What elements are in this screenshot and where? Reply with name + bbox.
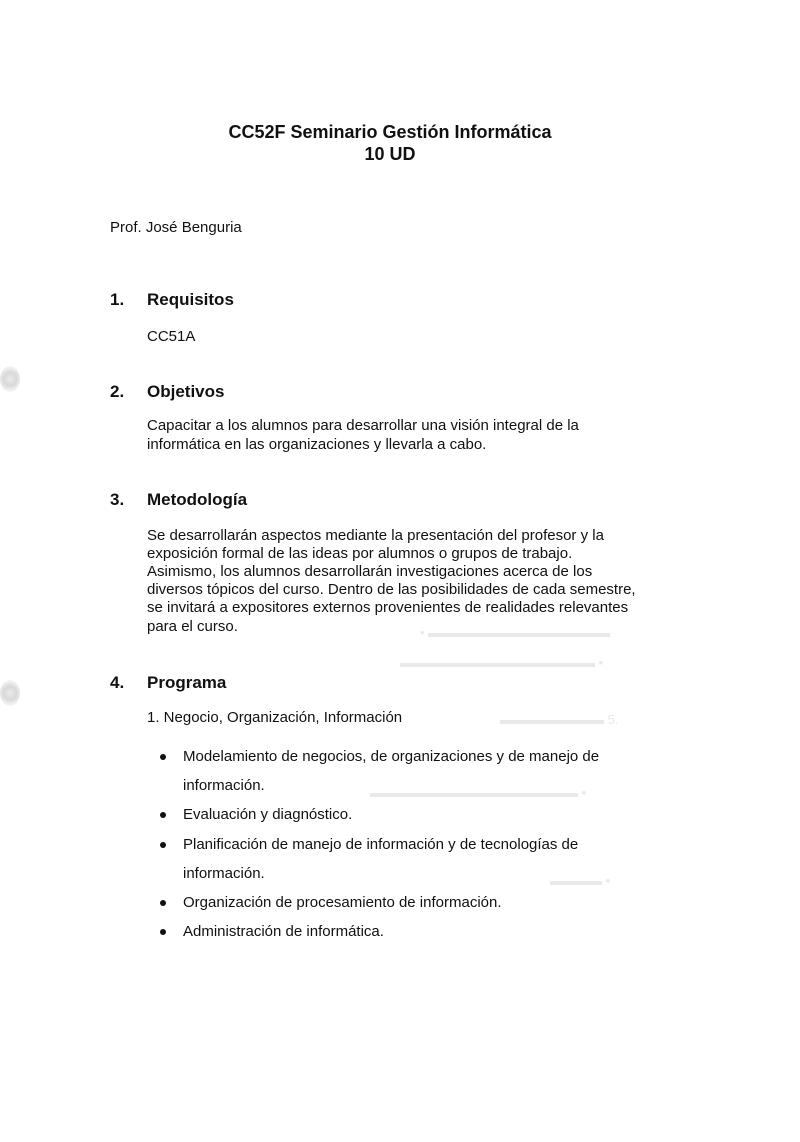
bleed-through-text: ▬▬▬▬ • xyxy=(550,873,611,888)
bleed-through-text: ▬▬▬▬▬▬▬▬ 5. xyxy=(500,712,619,727)
section-number-metodologia: 3. xyxy=(110,490,125,509)
section-title-objetivos: Objetivos xyxy=(147,382,225,401)
bleed-through-text: ▬▬▬▬▬▬▬▬▬▬▬▬▬▬▬▬ • xyxy=(370,785,587,800)
objetivos-line: Capacitar a los alumnos para desarrollar una visión integral de la xyxy=(147,417,579,434)
course-units: 10 UD xyxy=(364,144,416,164)
section-title-metodologia: Metodología xyxy=(147,490,248,509)
objetivos-line: informática en las organizaciones y llevarla a cabo. xyxy=(147,436,487,453)
metodologia-line: se invitará a expositores externos provenientes de realidades relevantes xyxy=(147,599,629,616)
bullet-item-line: Administración de informática. xyxy=(183,923,384,940)
bleed-through-text: • ▬▬▬▬▬▬▬▬▬▬▬▬▬▬ xyxy=(420,625,611,640)
bullet-item-line: Organización de procesamiento de información. xyxy=(183,894,502,911)
section-number-requisitos: 1. xyxy=(110,290,125,309)
metodologia-line: Se desarrollarán aspectos mediante la presentación del profesor y la xyxy=(147,527,604,544)
bullet-item-line: información. xyxy=(183,777,265,794)
course-title: CC52F Seminario Gestión Informática xyxy=(228,122,552,142)
bullet-icon xyxy=(160,900,166,906)
bullet-item-line: Modelamiento de negocios, de organizaciones y de manejo de xyxy=(183,748,600,765)
bullet-icon xyxy=(160,842,166,848)
metodologia-line: para el curso. xyxy=(147,618,238,635)
bullet-icon xyxy=(160,929,166,935)
metodologia-line: exposición formal de las ideas por alumnos o grupos de trabajo. xyxy=(147,545,573,562)
punch-hole-bottom xyxy=(0,680,20,706)
requisitos-body: CC51A xyxy=(147,328,196,345)
bleed-through-text: ▬▬▬▬▬▬▬▬▬▬▬▬▬▬▬ • xyxy=(400,655,604,670)
metodologia-line: Asimismo, los alumnos desarrollarán investigaciones acerca de los xyxy=(147,563,593,580)
section-title-programa: Programa xyxy=(147,673,227,692)
bullet-item-line: información. xyxy=(183,865,265,882)
punch-hole-top xyxy=(0,366,20,392)
professor-name: Prof. José Benguria xyxy=(110,219,242,236)
section-title-requisitos: Requisitos xyxy=(147,290,234,309)
bullet-icon xyxy=(160,812,166,818)
bullet-item-line: Evaluación y diagnóstico. xyxy=(183,806,353,823)
programa-subtitle: 1. Negocio, Organización, Información xyxy=(147,709,403,726)
bullet-icon xyxy=(160,754,166,760)
metodologia-line: diversos tópicos del curso. Dentro de las posibilidades de cada semestre, xyxy=(147,581,636,598)
bullet-item-line: Planificación de manejo de información y de tecnologías de xyxy=(183,836,579,853)
section-number-objetivos: 2. xyxy=(110,382,125,401)
section-number-programa: 4. xyxy=(110,673,125,692)
